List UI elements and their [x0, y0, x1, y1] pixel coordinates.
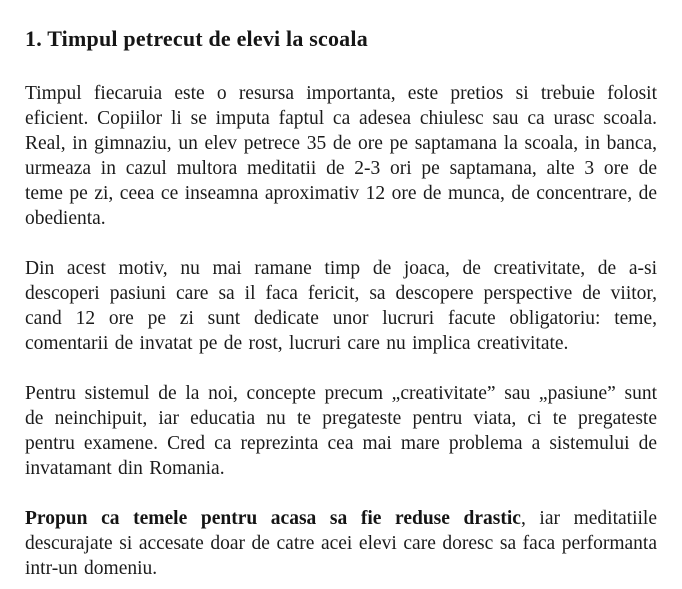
proposal-rest: , iar meditatiile descurajate si accesate doar de catre acei elevi care doresc sa faca performanta intr-un domeniu.	[25, 508, 657, 579]
paragraph-system-critique: Pentru sistemul de la noi, concepte precum „creativitate” sau „pasiune” sunt de neinchipuit, iar educatia nu te pregateste pentru viata, ci te pregateste pentru examene. Cred ca reprezinta cea mai mare problema a sistemului de invatamant din Romania.	[25, 383, 657, 479]
section-heading: 1. Timpul petrecut de elevi la scoala	[25, 26, 368, 51]
proposal-bold-lead: Propun ca temele pentru acasa sa fie reduse drastic	[25, 508, 521, 529]
paragraph-proposal	[25, 506, 657, 581]
paragraph-no-time-for-play: Din acest motiv, nu mai ramane timp de joaca, de creativitate, de a-si descoperi pasiuni care sa il faca fericit, sa descopere perspective de viitor, cand 12 ore pe zi sunt dedicate unor lucruri facute obligatoriu: teme, comentarii de invatat pe de rost, lucruri care nu implica creativitate.	[25, 258, 657, 354]
paragraph-time-at-school: Timpul fiecaruia este o resursa importanta, este pretios si trebuie folosit eficient. Copiilor li se imputa faptul ca adesea chiulesc sau ca urasc scoala. Real, in gimnaziu, un elev petrece 35 de ore pe saptamana la scoala, in banca, urmeaza in cazul multora meditatii de 2-3 ori pe saptamana, alte 3 ore de teme pe zi, ceea ce inseamna aproximativ 12 ore de munca, de concentrare, de obedienta.	[25, 83, 657, 229]
